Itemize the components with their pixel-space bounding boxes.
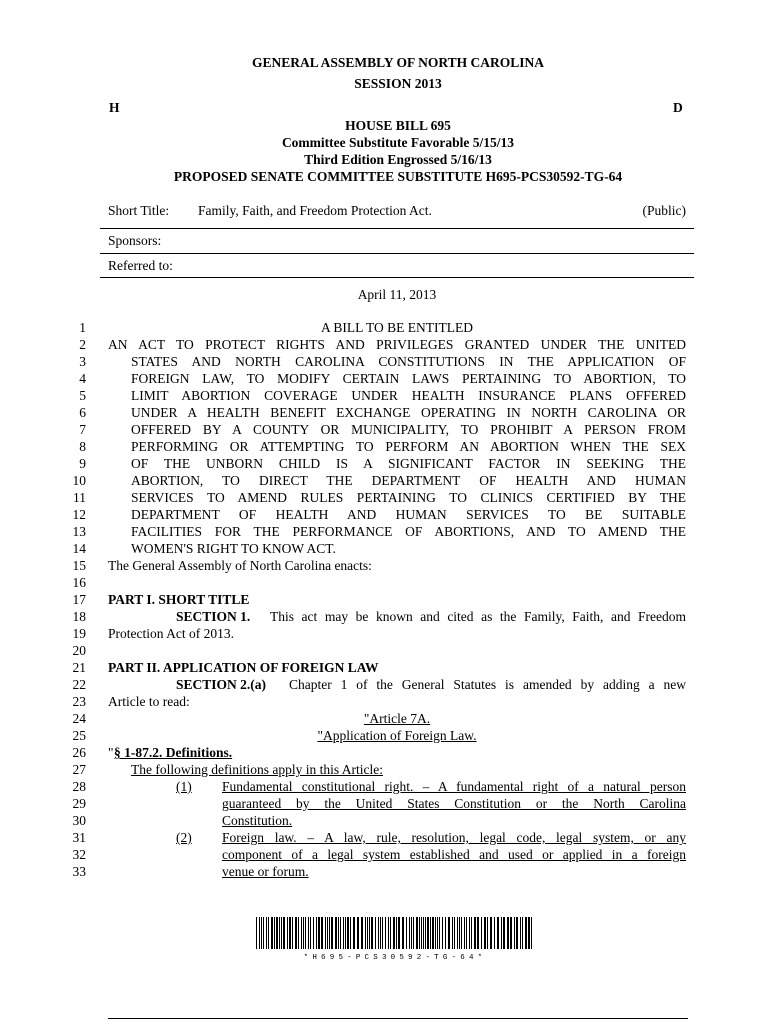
public-marker: (Public) — [642, 203, 686, 218]
proposed-substitute: PROPOSED SENATE COMMITTEE SUBSTITUTE H695-PCS30592-TG-64 — [173, 169, 623, 184]
line-number: 4 — [79, 371, 86, 386]
barcode-bar — [402, 917, 404, 949]
barcode-bar — [503, 917, 505, 949]
barcode-bar — [421, 917, 422, 949]
line-number: 15 — [72, 558, 86, 573]
line-number: 14 — [72, 541, 86, 556]
barcode-bar — [310, 917, 311, 949]
act-title-line: ABORTION, TO DIRECT THE DEPARTMENT OF HEALTH AND HUMAN — [131, 473, 686, 488]
line-number: 3 — [79, 354, 86, 369]
barcode-bar — [398, 917, 400, 949]
bill-line — [0, 846, 768, 863]
barcode-bar — [331, 917, 333, 949]
article-title: "Application of Foreign Law. — [317, 728, 477, 743]
line-number: 24 — [72, 711, 86, 726]
bill-date: April 11, 2013 — [357, 287, 437, 302]
section-text: This act may be known and cited as the Family, Faith, and Freedom — [270, 609, 686, 624]
open-quote: " — [108, 745, 114, 760]
barcode-bar — [427, 917, 429, 949]
barcode-text: *H695-PCS30592-TG-64* — [303, 954, 487, 961]
definition-text: component of a legal system established and used or applied in a foreign — [222, 847, 686, 862]
bill-line — [0, 370, 768, 387]
bill-line — [0, 506, 768, 523]
barcode-bar — [409, 917, 410, 949]
bill-entitled: A BILL TO BE ENTITLED — [321, 320, 473, 335]
barcode-bar — [266, 917, 267, 949]
barcode-bar — [459, 917, 460, 949]
line-number: 9 — [79, 456, 86, 471]
barcode-bar — [276, 917, 278, 949]
act-title-line: UNDER A HEALTH BENEFIT EXCHANGE OPERATING IN NORTH CAROLINA OR — [131, 405, 686, 420]
barcode-bar — [487, 917, 488, 949]
section-label: SECTION 1. — [176, 609, 251, 624]
line-number: 12 — [72, 507, 86, 522]
line-number: 27 — [72, 762, 86, 777]
line-number: 6 — [79, 405, 86, 420]
barcode-bar — [347, 917, 349, 949]
barcode-bar — [501, 917, 502, 949]
bill-line — [0, 404, 768, 421]
barcode-bar — [367, 917, 368, 949]
definition-text: Constitution. — [222, 813, 293, 828]
bill-line — [0, 710, 768, 727]
barcode-bar — [466, 917, 467, 949]
barcode-bar — [382, 917, 383, 949]
barcode-bar — [259, 917, 260, 949]
barcode-bar — [516, 917, 518, 949]
line-number: 20 — [72, 643, 86, 658]
section-text: Article to read: — [108, 694, 190, 709]
barcode-bar — [406, 917, 407, 949]
barcode-bar — [361, 917, 363, 949]
barcode-bar — [256, 917, 257, 949]
barcode-bar — [271, 917, 273, 949]
item-number: (1) — [176, 779, 192, 794]
barcode-bar — [301, 917, 302, 949]
bill-line — [0, 489, 768, 506]
act-title-line: FOREIGN LAW, TO MODIFY CERTAIN LAWS PERTAINING TO ABORTION, TO — [131, 371, 686, 386]
barcode-bar — [497, 917, 499, 949]
barcode-bar — [281, 917, 282, 949]
act-title-line: OF THE UNBORN CHILD IS A SIGNIFICANT FACTOR IN SEEKING THE — [131, 456, 686, 471]
barcode-bar — [318, 917, 320, 949]
line-number: 1 — [79, 320, 86, 335]
barcode-bar — [313, 917, 314, 949]
chamber-letter: H — [109, 100, 120, 115]
barcode-bar — [477, 917, 479, 949]
line-number: 21 — [72, 660, 86, 675]
statute-heading: § 1-87.2. Definitions. — [114, 745, 233, 760]
line-number: 29 — [72, 796, 86, 811]
barcode — [254, 917, 536, 961]
bill-line — [0, 761, 768, 778]
barcode-bar — [390, 917, 391, 949]
line-number: 5 — [79, 388, 86, 403]
session-title: SESSION 2013 — [354, 76, 442, 91]
barcode-bar — [445, 917, 446, 949]
line-number: 33 — [72, 864, 86, 879]
committee-substitute: Committee Substitute Favorable 5/15/13 — [281, 135, 515, 150]
line-number: 2 — [79, 337, 86, 352]
section-text: Chapter 1 of the General Statutes is amended by adding a new — [289, 677, 686, 692]
definition-text: guaranteed by the United States Constitution or the North Carolina — [222, 796, 686, 811]
barcode-bar — [520, 917, 521, 949]
barcode-bar — [416, 917, 418, 949]
barcode-bar — [425, 917, 426, 949]
barcode-bar — [289, 917, 291, 949]
barcode-bar — [528, 917, 530, 949]
barcode-bar — [305, 917, 306, 949]
line-number: 23 — [72, 694, 86, 709]
barcode-bar — [316, 917, 317, 949]
line-number: 32 — [72, 847, 86, 862]
barcode-bar — [464, 917, 465, 949]
barcode-bar — [525, 917, 527, 949]
barcode-bar — [469, 917, 470, 949]
bill-line — [0, 421, 768, 438]
bill-line — [0, 387, 768, 404]
bill-line — [0, 676, 768, 693]
line-number: 31 — [72, 830, 86, 845]
barcode-bar — [474, 917, 476, 949]
barcode-bar — [321, 917, 323, 949]
barcode-bar — [435, 917, 436, 949]
bill-line — [0, 642, 768, 659]
barcode-bar — [393, 917, 395, 949]
line-number: 30 — [72, 813, 86, 828]
act-title-line: WOMEN'S RIGHT TO KNOW ACT. — [131, 541, 336, 556]
line-number: 8 — [79, 439, 86, 454]
line-number: 18 — [72, 609, 86, 624]
bill-line — [0, 829, 768, 846]
barcode-bar — [452, 917, 453, 949]
barcode-bar — [439, 917, 440, 949]
barcode-bar — [357, 917, 359, 949]
barcode-bar — [514, 917, 515, 949]
bill-line — [0, 863, 768, 880]
item-number: (2) — [176, 830, 192, 845]
short-title-label: Short Title: — [108, 203, 170, 218]
barcode-bar — [292, 917, 293, 949]
definition-text: venue or forum. — [222, 864, 309, 879]
divider — [100, 277, 694, 278]
barcode-bar — [461, 917, 462, 949]
article-number: "Article 7A. — [363, 711, 431, 726]
bill-line — [0, 778, 768, 795]
barcode-bar — [343, 917, 344, 949]
draft-letter: D — [673, 100, 683, 115]
bill-number: HOUSE BILL 695 — [345, 118, 451, 133]
barcode-bar — [481, 917, 482, 949]
barcode-bar — [338, 917, 339, 949]
barcode-bar — [279, 917, 280, 949]
act-title-line: LIMIT ABORTION COVERAGE UNDER HEALTH INSURANCE PLANS OFFERED — [131, 388, 686, 403]
barcode-bar — [437, 917, 438, 949]
divider — [100, 228, 694, 229]
bill-line — [0, 659, 768, 676]
barcode-bar — [413, 917, 414, 949]
barcode-bar — [423, 917, 424, 949]
footer-rule — [108, 1018, 688, 1019]
bill-line — [0, 812, 768, 829]
bill-line — [0, 693, 768, 710]
barcode-bar — [510, 917, 512, 949]
bill-line — [0, 574, 768, 591]
line-number: 7 — [79, 422, 86, 437]
barcode-bar — [507, 917, 509, 949]
act-title-line: DEPARTMENT OF HEALTH AND HUMAN SERVICES TO BE SUITABLE — [131, 507, 686, 522]
barcode-bar — [375, 917, 376, 949]
barcode-bar — [287, 917, 288, 949]
line-number: 16 — [72, 575, 86, 590]
barcode-bar — [274, 917, 275, 949]
barcode-bar — [490, 917, 492, 949]
barcode-bar — [308, 917, 309, 949]
line-number: 17 — [72, 592, 86, 607]
sponsors-label: Sponsors: — [108, 233, 162, 248]
barcode-bar — [345, 917, 346, 949]
line-number: 28 — [72, 779, 86, 794]
bill-line — [0, 472, 768, 489]
bill-line — [0, 795, 768, 812]
barcode-bar — [494, 917, 495, 949]
line-number: 22 — [72, 677, 86, 692]
statute-text: The following definitions apply in this Article: — [131, 762, 383, 777]
bill-line — [0, 438, 768, 455]
barcode-bar — [430, 917, 431, 949]
barcode-bar — [396, 917, 397, 949]
line-number: 10 — [72, 473, 86, 488]
barcode-bar — [432, 917, 434, 949]
bill-line — [0, 319, 768, 336]
barcode-bar — [419, 917, 420, 949]
line-number: 13 — [72, 524, 86, 539]
act-title-line: AN ACT TO PROTECT RIGHTS AND PRIVILEGES GRANTED UNDER THE UNITED — [108, 337, 686, 352]
act-title-line: STATES AND NORTH CAROLINA CONSTITUTIONS IN THE APPLICATION OF — [131, 354, 686, 369]
act-title-line: FACILITIES FOR THE PERFORMANCE OF ABORTIONS, AND TO AMEND THE — [131, 524, 686, 539]
barcode-bar — [442, 917, 443, 949]
barcode-bar — [484, 917, 486, 949]
barcode-bar — [353, 917, 355, 949]
barcode-bar — [454, 917, 455, 949]
section-text: Protection Act of 2013. — [108, 626, 234, 641]
divider — [100, 253, 694, 254]
barcode-bar — [457, 917, 458, 949]
act-title-line: SERVICES TO AMEND RULES PERTAINING TO CLINICS CERTIFIED BY THE — [131, 490, 686, 505]
barcode-bar — [268, 917, 269, 949]
barcode-bar — [388, 917, 389, 949]
bill-line — [0, 455, 768, 472]
bill-line — [0, 336, 768, 353]
barcode-bar — [295, 917, 297, 949]
section-label: SECTION 2.(a) — [176, 677, 267, 692]
bill-line — [0, 557, 768, 574]
barcode-bar — [365, 917, 366, 949]
definition-text: Fundamental constitutional right. – A fundamental right of a natural person — [222, 779, 686, 794]
barcode-bar — [471, 917, 472, 949]
bill-line — [0, 540, 768, 557]
barcode-bar — [531, 917, 532, 949]
line-number: 11 — [73, 490, 86, 505]
barcode-bar — [369, 917, 370, 949]
barcode-bars — [256, 917, 532, 949]
bill-line — [0, 727, 768, 744]
barcode-bar — [329, 917, 330, 949]
barcode-bar — [380, 917, 381, 949]
act-title-line: PERFORMING OR ATTEMPTING TO PERFORM AN ABORTION WHEN THE SEX — [131, 439, 686, 454]
barcode-bar — [385, 917, 386, 949]
barcode-bar — [261, 917, 262, 949]
barcode-bar — [411, 917, 412, 949]
definition-text: Foreign law. – A law, rule, resolution, legal code, legal system, or any — [222, 830, 686, 845]
act-title-line: OFFERED BY A COUNTY OR MUNICIPALITY, TO PROHIBIT A PERSON FROM — [131, 422, 686, 437]
bill-line — [0, 744, 768, 761]
short-title: Family, Faith, and Freedom Protection Act. — [198, 203, 432, 218]
line-number: 25 — [72, 728, 86, 743]
barcode-bar — [325, 917, 326, 949]
line-number: 19 — [72, 626, 86, 641]
bill-line — [0, 625, 768, 642]
bill-line — [0, 608, 768, 625]
part-heading: PART I. SHORT TITLE — [108, 592, 250, 607]
barcode-bar — [448, 917, 450, 949]
barcode-bar — [378, 917, 379, 949]
barcode-bar — [522, 917, 523, 949]
barcode-bar — [327, 917, 328, 949]
barcode-bar — [371, 917, 373, 949]
barcode-bar — [335, 917, 337, 949]
barcode-bar — [303, 917, 304, 949]
edition-line: Third Edition Engrossed 5/16/13 — [304, 152, 492, 167]
barcode-bar — [283, 917, 285, 949]
bill-line — [0, 591, 768, 608]
bill-line — [0, 353, 768, 370]
assembly-title: GENERAL ASSEMBLY OF NORTH CAROLINA — [251, 55, 545, 70]
bill-line — [0, 523, 768, 540]
barcode-bar — [298, 917, 299, 949]
barcode-bar — [263, 917, 264, 949]
referred-label: Referred to: — [108, 258, 173, 273]
barcode-bar — [340, 917, 341, 949]
part-heading: PART II. APPLICATION OF FOREIGN LAW — [108, 660, 379, 675]
enacting-clause: The General Assembly of North Carolina enacts: — [108, 558, 372, 573]
line-number: 26 — [72, 745, 86, 760]
barcode-bar — [350, 917, 351, 949]
